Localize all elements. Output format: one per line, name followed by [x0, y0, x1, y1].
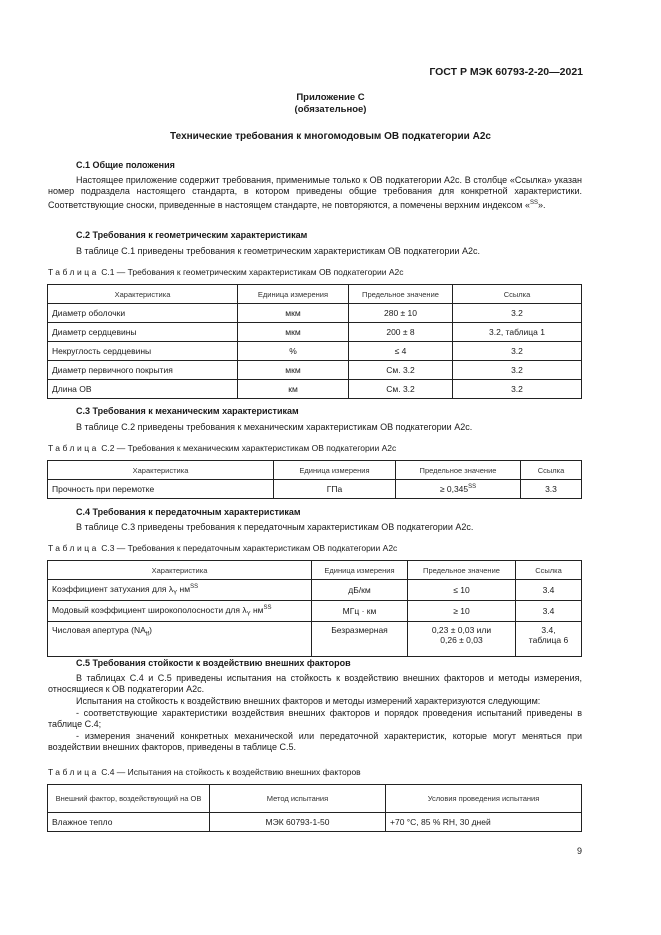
standard-id: ГОСТ Р МЭК 60793-2-20—2021	[429, 66, 583, 78]
section-c1-text: Настоящее приложение содержит требования, применимые только к ОВ подкатегории А2с. В столбце «Ссылка» указан номер подраздела настоящего стандарта, в котором приведены общие требования для конкретной характеристики. Соответствующие сноски, приведенные в настоящем стандарте, не повторяются, а помечены верхним индексом «$^{SS}$».	[48, 175, 582, 210]
col-header: Характеристика	[48, 285, 238, 304]
table-c2	[47, 460, 582, 499]
table-c4	[47, 784, 582, 832]
section-c2-heading: С.2 Требования к геометрическим характеристикам	[76, 230, 308, 240]
section-c4-text: В таблице С.3 приведены требования к передаточным характеристикам ОВ подкатегории А2с.	[76, 522, 474, 532]
table-row: Числовая апертура $(NA_{tf})$ Безразмерная 0,23 ± 0,03 или 0,26 ± 0,03 3.4, таблица 6	[48, 622, 582, 657]
col-header: Метод испытания	[210, 785, 386, 813]
table-row: Некруглость сердцевины % ≤ 4 3.2	[48, 342, 582, 361]
col-header: Внешний фактор, воздействующий на ОВ	[48, 785, 210, 813]
col-header: Единица измерения	[312, 561, 408, 580]
table-c3-caption: Таблица С.3 — Требования к передаточным характеристикам ОВ подкатегории А2с	[48, 543, 398, 553]
col-header: Предельное значение	[396, 461, 521, 480]
table-row: Коэффициент затухания для $\lambda_Y$ $нм^{SS}$ дБ/км ≤ 10 3.4	[48, 580, 582, 601]
section-c5-p2: Испытания на стойкость к воздействию внешних факторов и методы измерений характеризуются следующим:	[76, 696, 541, 706]
table-header-row	[48, 561, 582, 580]
col-header: Предельное значение	[408, 561, 516, 580]
col-header: Характеристика	[48, 461, 274, 480]
annex-status: (обязательное)	[294, 104, 367, 115]
section-c5-p1: В таблицах С.4 и С.5 приведены испытания на стойкость к воздействию внешних факторов и методы измерения, относящиеся к ОВ подкатегории А2с.	[48, 673, 582, 695]
table-header-row	[48, 461, 582, 480]
section-c5-heading: С.5 Требования стойкости к воздействию внешних факторов	[76, 658, 351, 668]
table-c2-caption: Таблица С.2 — Требования к механическим характеристикам ОВ подкатегории А2с	[48, 443, 397, 453]
main-title: Технические требования к многомодовым ОВ подкатегории А2с	[170, 131, 491, 142]
table-header-row	[48, 785, 582, 813]
table-row: Диаметр сердцевины мкм 200 ± 8 3.2, таблица 1	[48, 323, 582, 342]
col-header: Предельное значение	[349, 285, 453, 304]
section-c3-text: В таблице С.2 приведены требования к механическим характеристикам ОВ подкатегории А2с.	[76, 422, 473, 432]
col-header: Ссылка	[521, 461, 582, 480]
table-c3	[47, 560, 582, 657]
section-c3-heading: С.3 Требования к механическим характеристикам	[76, 406, 299, 416]
annex-title: Приложение С	[296, 92, 365, 103]
table-row: Модовый коэффициент широкополосности для $\lambda_Y$ $нм^{SS}$ МГц · км ≥ 10 3.4	[48, 601, 582, 622]
section-c5-p4: - измерения значений конкретных механической или передаточной характеристик, которые могут меняться при воздействии внешних факторов, приведены в таблице С.5.	[48, 731, 582, 753]
col-header: Ссылка	[516, 561, 582, 580]
col-header: Единица измерения	[238, 285, 349, 304]
table-row: Влажное тепло МЭК 60793-1-50 +70 °С, 85 % RH, 30 дней	[48, 813, 582, 832]
annex-heading	[0, 92, 661, 116]
col-header: Единица измерения	[274, 461, 396, 480]
table-row: Диаметр оболочки мкм 280 ± 10 3.2	[48, 304, 582, 323]
section-c2-text: В таблице С.1 приведены требования к геометрическим характеристикам ОВ подкатегории А2с.	[76, 246, 480, 256]
col-header: Характеристика	[48, 561, 312, 580]
table-header-row	[48, 285, 582, 304]
col-header: Ссылка	[453, 285, 582, 304]
section-c1-heading: С.1 Общие положения	[76, 160, 175, 170]
table-row: Прочность при перемотке ГПа ≥ $0,345^{SS}$ 3.3	[48, 480, 582, 499]
section-c4-heading: С.4 Требования к передаточным характеристикам	[76, 507, 301, 517]
page-number: 9	[576, 846, 582, 856]
table-c1	[47, 284, 582, 399]
section-c5-p3: - соответствующие характеристики воздействия внешних факторов и порядок проведения испытаний приведены в таблице С.4;	[48, 708, 582, 730]
table-c4-caption: Таблица С.4 — Испытания на стойкость к воздействию внешних факторов	[48, 767, 361, 777]
table-c1-caption: Таблица С.1 — Требования к геометрическим характеристикам ОВ подкатегории А2с	[48, 267, 404, 277]
table-row: Диаметр первичного покрытия мкм См. 3.2 3.2	[48, 361, 582, 380]
col-header: Условия проведения испытания	[386, 785, 582, 813]
table-row: Длина ОВ км См. 3.2 3.2	[48, 380, 582, 399]
